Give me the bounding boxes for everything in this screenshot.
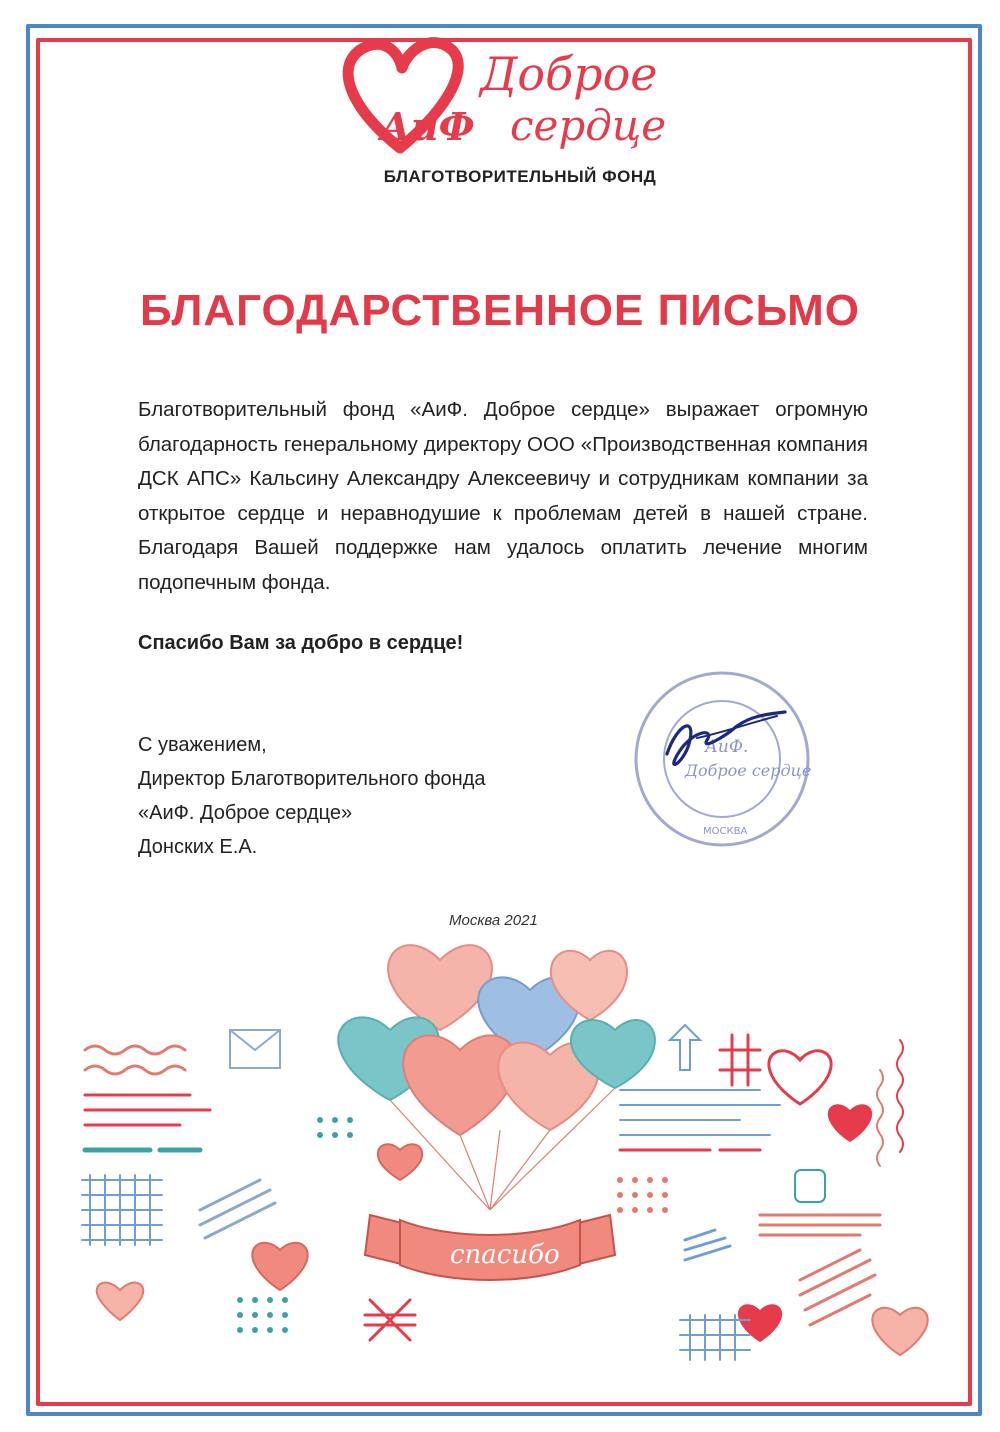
heart-logo-icon: [330, 28, 670, 178]
official-stamp: [627, 664, 817, 854]
ribbon-text: спасибо: [450, 1240, 560, 1270]
decorative-illustration: [60, 920, 940, 1390]
name-line: Донских Е.А.: [138, 836, 258, 858]
ribbon-banner-icon: [365, 1215, 615, 1280]
org-line: «АиФ. Доброе сердце»: [138, 802, 353, 824]
signature-block: [138, 728, 486, 864]
logo-line2: сердце: [510, 101, 667, 150]
aif-logo: [330, 28, 670, 178]
logo-line1: Доброе: [480, 47, 658, 101]
stamp-bottom: МОСКВА: [703, 826, 748, 837]
right-doodles-icon: [617, 1025, 928, 1360]
regards-line: С уважением,: [138, 734, 267, 756]
thanks-line: Спасибо Вам за добро в сердце!: [138, 632, 464, 654]
stamp-line2: Доброе сердце: [685, 761, 812, 780]
foundation-subtitle: БЛАГОТВОРИТЕЛЬНЫЙ ФОНД: [383, 167, 657, 186]
position-line: Директор Благотворительного фонда: [138, 768, 486, 790]
letter-body: Благотворительный фонд «АиФ. Доброе сердце» выражает огромную благодарность генеральному директору ООО «Производственная компания ДСК АПС» Кальсину Александру Алексеевичу и сотрудникам компании за открытое сердце и неравнодушие к проблемам детей в нашей стране. Благодаря Вашей поддержке нам удалось оплатить лечение многим подопечным фонда.: [138, 398, 868, 594]
logo-abbrev: АиФ: [380, 104, 475, 149]
city-year: Москва 2021: [449, 912, 538, 929]
stamp-line1: АиФ.: [705, 737, 749, 757]
letter-title: БЛАГОДАРСТВЕННОЕ ПИСЬМО: [139, 286, 861, 335]
